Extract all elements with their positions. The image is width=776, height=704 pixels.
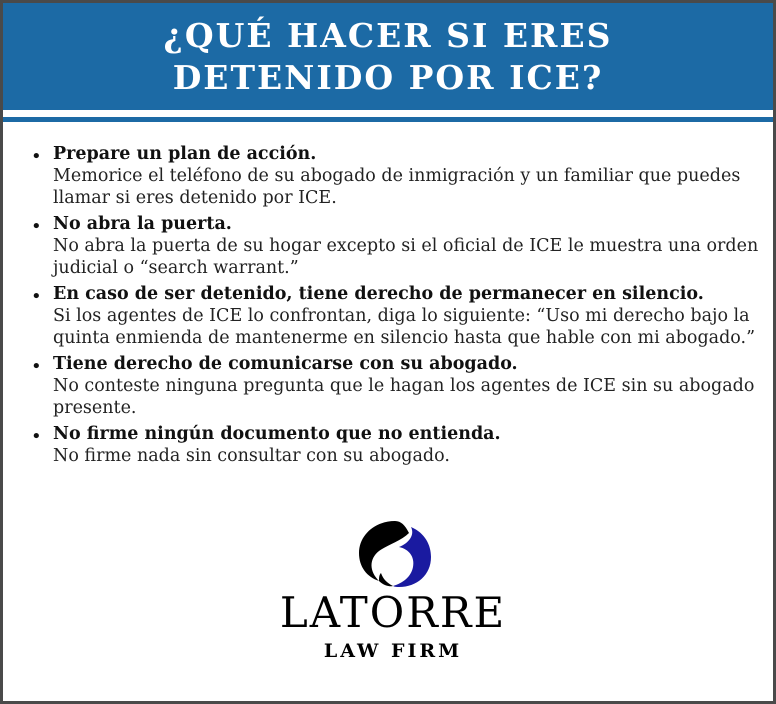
item-body: Si los agentes de ICE lo confrontan, diga lo siguiente: “Uso mi derecho bajo la quinta enmienda de mantenerme en silencio hasta que hable con mi abogado.” [53, 306, 756, 348]
list-item [29, 283, 759, 349]
item-body: No conteste ninguna pregunta que le hagan los agentes de ICE sin su abogado presente. [53, 376, 755, 418]
bullet-icon: • [31, 426, 42, 447]
list-item [29, 353, 759, 419]
list-item [29, 143, 759, 209]
item-title: No firme ningún documento que no entienda. [53, 424, 501, 444]
advice-list [29, 143, 759, 471]
header-stripe [3, 117, 773, 122]
item-body: Memorice el teléfono de su abogado de inmigración y un familiar que puedes llamar si eres detenido por ICE. [53, 166, 741, 208]
item-title: En caso de ser detenido, tiene derecho de permanecer en silencio. [53, 284, 704, 304]
item-body: No firme nada sin consultar con su abogado. [53, 446, 450, 466]
list-item [29, 423, 759, 467]
item-title: Tiene derecho de comunicarse con su abogado. [53, 354, 518, 374]
item-title: No abra la puerta. [53, 214, 232, 234]
title-line-2: DETENIDO POR ICE? [172, 58, 604, 97]
bullet-icon: • [31, 216, 42, 237]
latorre-logo [273, 519, 513, 669]
page-title [3, 15, 773, 99]
list-item [29, 213, 759, 279]
logo-name: LATORRE [279, 588, 507, 637]
item-body: No abra la puerta de su hogar excepto si el oficial de ICE le muestra una orden judicial o “search warrant.” [53, 236, 759, 278]
title-line-1: ¿QUÉ HACER SI ERES [163, 16, 613, 55]
item-title: Prepare un plan de acción. [53, 144, 317, 164]
bullet-icon: • [31, 356, 42, 377]
bullet-icon: • [31, 146, 42, 167]
header-banner [3, 3, 773, 110]
bullet-icon: • [31, 286, 42, 307]
logo-subtitle: LAW FIRM [323, 640, 463, 662]
latorre-s-logo-icon [357, 519, 433, 589]
